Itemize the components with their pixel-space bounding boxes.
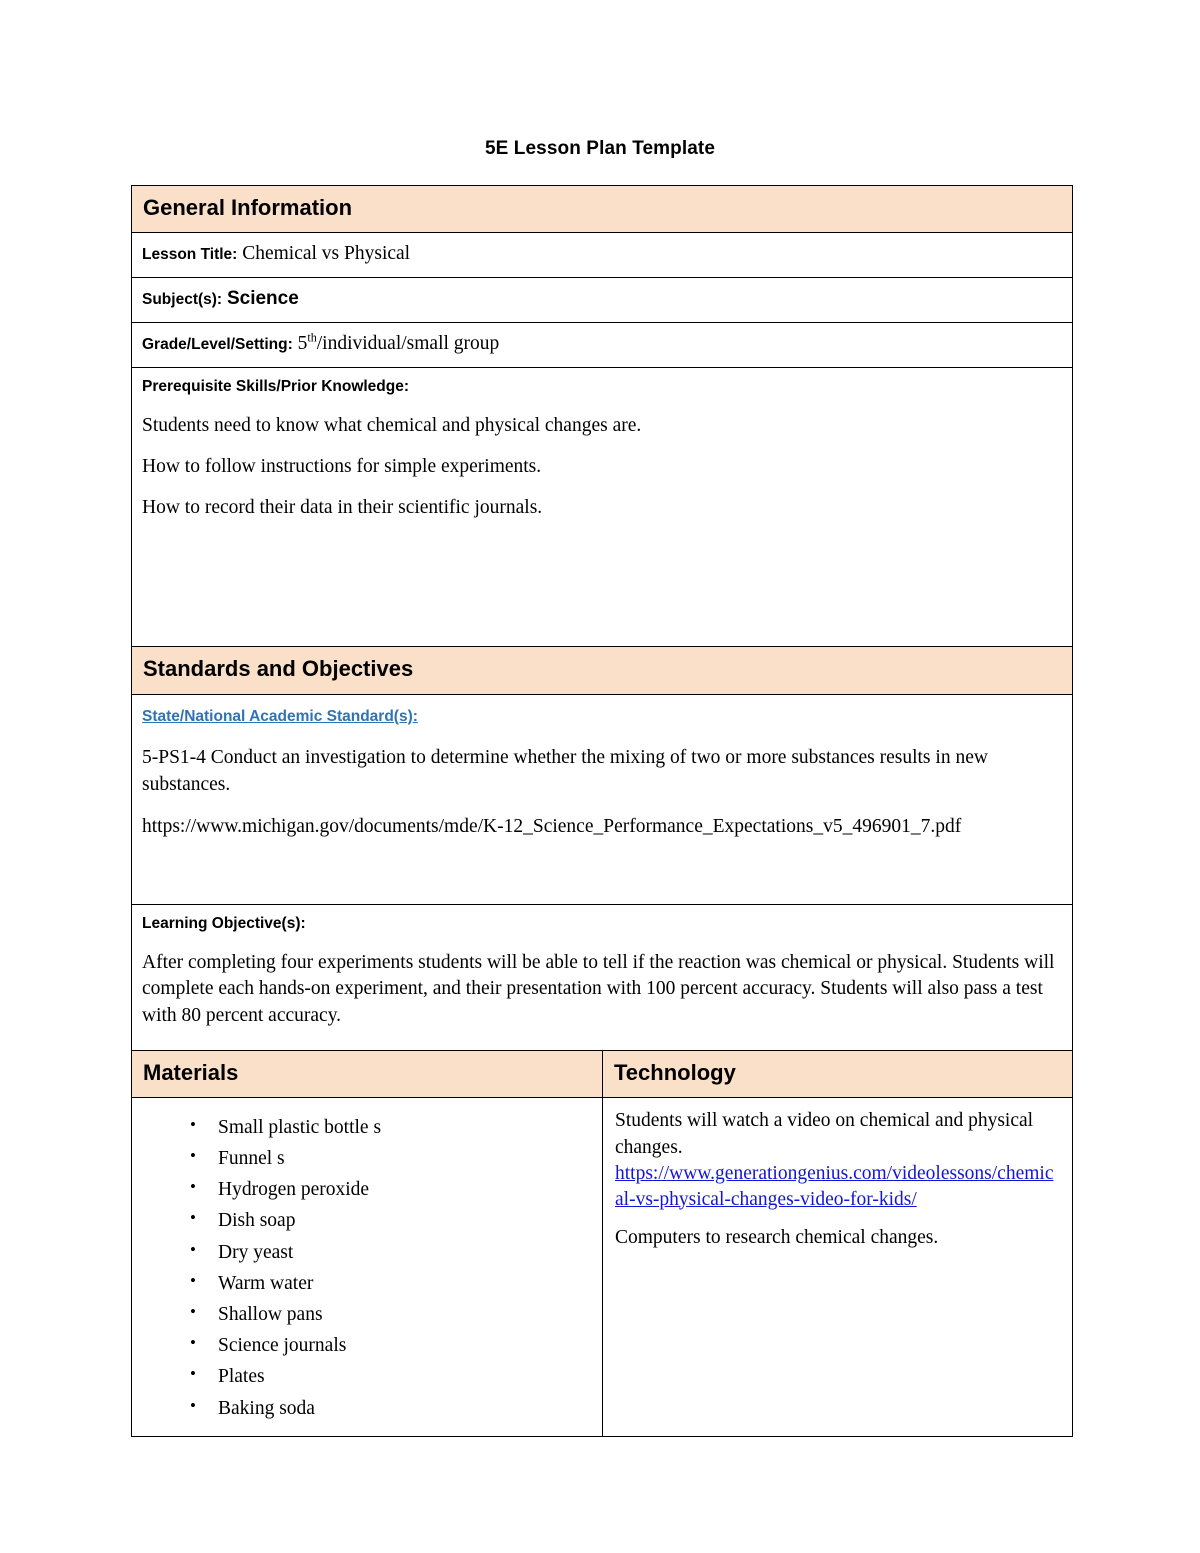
- list-item: • Hydrogen peroxide: [218, 1174, 594, 1205]
- table-row: [132, 323, 1073, 368]
- list-item: • Dry yeast: [218, 1237, 594, 1268]
- row-grade-level-setting: [132, 323, 1073, 368]
- technology-intro-text: Students will watch a video on chemical and physical changes.: [615, 1109, 1034, 1158]
- row-subject: [132, 278, 1073, 323]
- technology-link-wrapper: [615, 1161, 1060, 1212]
- technology-outro-text: Computers to research chemical changes.: [615, 1226, 939, 1248]
- state-national-standard-link[interactable]: State/National Academic Standard(s):: [142, 707, 418, 725]
- grade-number: 5: [297, 333, 308, 355]
- section-header-materials: Materials: [132, 1050, 603, 1097]
- section-header-general-information: General Information: [132, 186, 1073, 233]
- prerequisite-paragraph-1: Students need to know what chemical and physical changes are.: [142, 415, 642, 437]
- table-row: [132, 904, 1073, 1050]
- materials-list: [140, 1112, 594, 1424]
- row-lesson-title: [132, 233, 1073, 278]
- subject-label: Subject(s):: [142, 291, 223, 309]
- prerequisite-paragraph-2: How to follow instructions for simple experiments.: [142, 456, 542, 477]
- lesson-title-value: Chemical vs Physical: [242, 243, 411, 265]
- list-item: • Funnel s: [218, 1143, 594, 1174]
- list-item: • Small plastic bottle s: [218, 1112, 594, 1143]
- academic-standard-text: 5-PS1-4 Conduct an investigation to determine whether the mixing of two or more substances results in new substances.: [142, 747, 988, 795]
- table-row: [132, 1050, 1073, 1097]
- list-item: • Dish soap: [218, 1205, 594, 1236]
- section-header-standards-objectives: Standards and Objectives: [132, 647, 1073, 694]
- technology-video-link[interactable]: https://www.generationgenius.com/videolessons/chemical-vs-physical-changes-video-for-kids/: [615, 1163, 1054, 1210]
- list-item: • Plates: [218, 1361, 594, 1392]
- learning-objective-text: After completing four experiments students will be able to tell if the reaction was chemical or physical. Students will complete each hands-on experiment, and their presentation with 100 percent accuracy. Students will also pass a test with 80 percent accuracy.: [142, 951, 1055, 1026]
- table-row: [132, 278, 1073, 323]
- lesson-plan-table: [131, 185, 1073, 1437]
- technology-cell: [603, 1097, 1073, 1436]
- list-item: • Science journals: [218, 1330, 594, 1361]
- table-row: [132, 186, 1073, 233]
- table-row: [132, 694, 1073, 904]
- list-item: • Baking soda: [218, 1393, 594, 1424]
- prerequisite-paragraph-3: How to record their data in their scientific journals.: [142, 496, 543, 518]
- materials-cell: [132, 1097, 603, 1436]
- row-prerequisite-skills: [132, 368, 1073, 647]
- list-item: • Warm water: [218, 1268, 594, 1299]
- grade-ordinal-suffix: th: [307, 330, 317, 345]
- table-row: [132, 647, 1073, 694]
- grade-setting-text: /individual/small group: [316, 333, 500, 355]
- section-header-technology: Technology: [603, 1050, 1073, 1097]
- academic-standard-url: https://www.michigan.gov/documents/mde/K-12_Science_Performance_Expectations_v5_496901_7.pdf: [142, 816, 962, 838]
- prerequisite-label: Prerequisite Skills/Prior Knowledge:: [142, 378, 410, 396]
- row-academic-standard: [132, 694, 1073, 904]
- table-row: [132, 368, 1073, 647]
- grade-level-setting-label: Grade/Level/Setting:: [142, 336, 293, 354]
- table-row: [132, 233, 1073, 278]
- page-title: 5E Lesson Plan Template: [484, 138, 716, 159]
- subject-value: Science: [226, 288, 299, 310]
- grade-level-setting-value: [297, 330, 500, 355]
- learning-objective-label: Learning Objective(s):: [142, 914, 306, 932]
- lesson-title-label: Lesson Title:: [142, 246, 238, 264]
- table-row: [132, 1097, 1073, 1436]
- row-learning-objective: [132, 904, 1073, 1050]
- list-item: • Shallow pans: [218, 1299, 594, 1330]
